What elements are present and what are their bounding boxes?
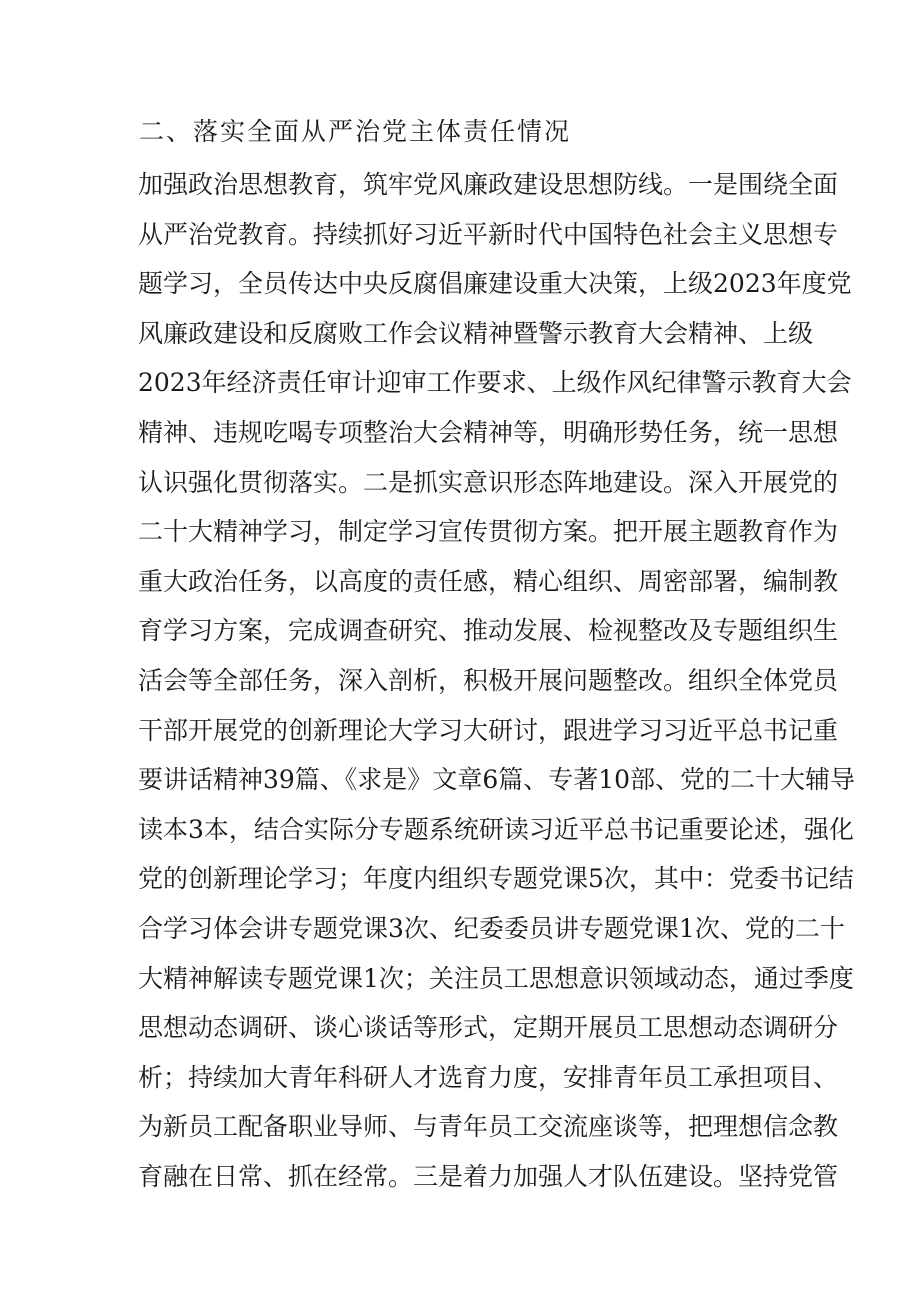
body-text <box>138 160 856 1201</box>
text-line: 析；持续加大青年科研人才选育力度，安排青年员工承担项目、 <box>138 1062 839 1092</box>
text-line: 从严治党教育。持续抓好习近平新时代中国特色社会主义思想专 <box>138 219 839 249</box>
text-line: 二十大精神学习，制定学习宣传贯彻方案。把开展主题教育作为 <box>138 517 839 547</box>
text-line: 党的创新理论学习；年度内组织专题党课5次，其中：党委书记结 <box>138 864 854 894</box>
text-line: 加强政治思想教育，筑牢党风廉政建设思想防线。一是围绕全面 <box>138 170 839 199</box>
text-line: 活会等全部任务，深入剖析，积极开展问题整改。组织全体党员 <box>138 665 839 695</box>
text-line: 重大政治任务，以高度的责任感，精心组织、周密部署，编制教 <box>138 566 839 596</box>
text-line: 题学习，全员传达中央反腐倡廉建设重大决策，上级2023年度党 <box>138 269 852 299</box>
text-line: 为新员工配备职业导师、与青年员工交流座谈等，把理想信念教 <box>138 1112 839 1142</box>
text-line: 要讲话精神39篇、《求是》文章6篇、专著10部、党的二十大辅导 <box>138 765 856 795</box>
text-line: 读本3本，结合实际分专题系统研读习近平总书记重要论述，强化 <box>138 814 854 844</box>
section-heading: 二、落实全面从严治党主体责任情况 <box>139 117 572 146</box>
text-line: 干部开展党的创新理论大学习大研讨，跟进学习习近平总书记重 <box>138 715 839 745</box>
text-line: 2023年经济责任审计迎审工作要求、上级作风纪律警示教育大会 <box>138 368 852 398</box>
text-line: 育学习方案，完成调查研究、推动发展、检视整改及专题组织生 <box>138 616 839 646</box>
text-line: 精神、违规吃喝专项整治大会精神等，明确形势任务，统一思想 <box>138 417 839 447</box>
text-line: 风廉政建设和反腐败工作会议精神暨警示教育大会精神、上级 <box>138 318 814 348</box>
text-line: 认识强化贯彻落实。二是抓实意识形态阵地建设。深入开展党的 <box>138 467 839 497</box>
text-line: 合学习体会讲专题党课3次、纪委委员讲专题党课1次、党的二十 <box>138 913 845 943</box>
text-line: 育融在日常、抓在经常。三是着力加强人才队伍建设。坚持党管 <box>138 1161 839 1191</box>
text-line: 思想动态调研、谈心谈话等形式，定期开展员工思想动态调研分 <box>138 1013 839 1043</box>
text-line: 大精神解读专题党课1次；关注员工思想意识领域动态，通过季度 <box>138 963 854 993</box>
